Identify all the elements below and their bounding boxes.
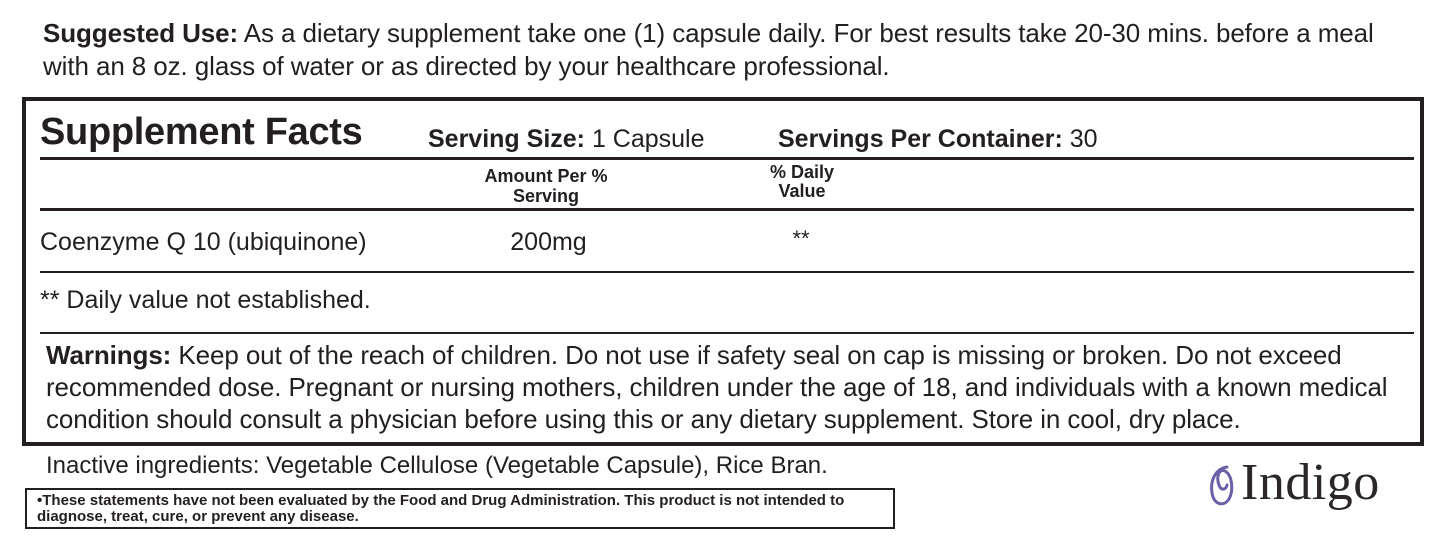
- daily-value-header: % Daily Value: [769, 162, 835, 201]
- servings-per-container: [778, 125, 1098, 154]
- servings-per-container-label: Servings Per Container:: [778, 125, 1063, 153]
- suggested-use: [43, 17, 1413, 83]
- supplement-facts-panel: [22, 97, 1424, 446]
- ingredient-daily-value: **: [792, 226, 810, 251]
- suggested-use-text: As a dietary supplement take one (1) capsule daily. For best results take 20-30 mins. before a meal with an 8 oz. glass of water or as directed by your healthcare professional.: [43, 18, 1374, 81]
- suggested-use-label: Suggested Use:: [43, 18, 239, 48]
- facts-title-row: [40, 111, 1416, 157]
- warnings: [46, 339, 1406, 435]
- serving-size-value: 1 Capsule: [585, 125, 705, 153]
- brand-name: Indigo: [1241, 454, 1380, 511]
- servings-per-container-value: 30: [1062, 125, 1098, 153]
- fda-disclaimer: •These statements have not been evaluated by the Food and Drug Administration. This product is not intended to diagnose, treat, cure, or prevent any disease.: [25, 488, 895, 529]
- warnings-label: Warnings:: [46, 340, 172, 370]
- serving-size-label: Serving Size:: [428, 125, 585, 153]
- ingredient-name: Coenzyme Q 10 (ubiquinone): [40, 228, 367, 256]
- daily-value-footnote: ** Daily value not established.: [40, 286, 371, 314]
- warnings-text: Keep out of the reach of children. Do not use if safety seal on cap is missing or broken. Do not exceed recommended dose. Pregnant or nursing mothers, children under the age of 18, and individuals with a known medical condition should consult a physician before using this or any dietary supplement. Store in cool, dry place.: [46, 340, 1388, 434]
- amount-per-serving-header: Amount Per % Serving: [484, 166, 608, 206]
- divider-rule: [40, 332, 1414, 334]
- facts-title: Supplement Facts: [40, 111, 363, 153]
- divider-rule: [40, 271, 1414, 273]
- divider-rule: [40, 208, 1414, 211]
- serving-size: [428, 125, 705, 154]
- ingredient-amount: 200mg: [510, 228, 587, 256]
- brand-mark-icon: [1207, 463, 1237, 509]
- inactive-ingredients: Inactive ingredients: Vegetable Cellulose (Vegetable Capsule), Rice Bran.: [46, 452, 828, 479]
- divider-rule: [40, 157, 1414, 160]
